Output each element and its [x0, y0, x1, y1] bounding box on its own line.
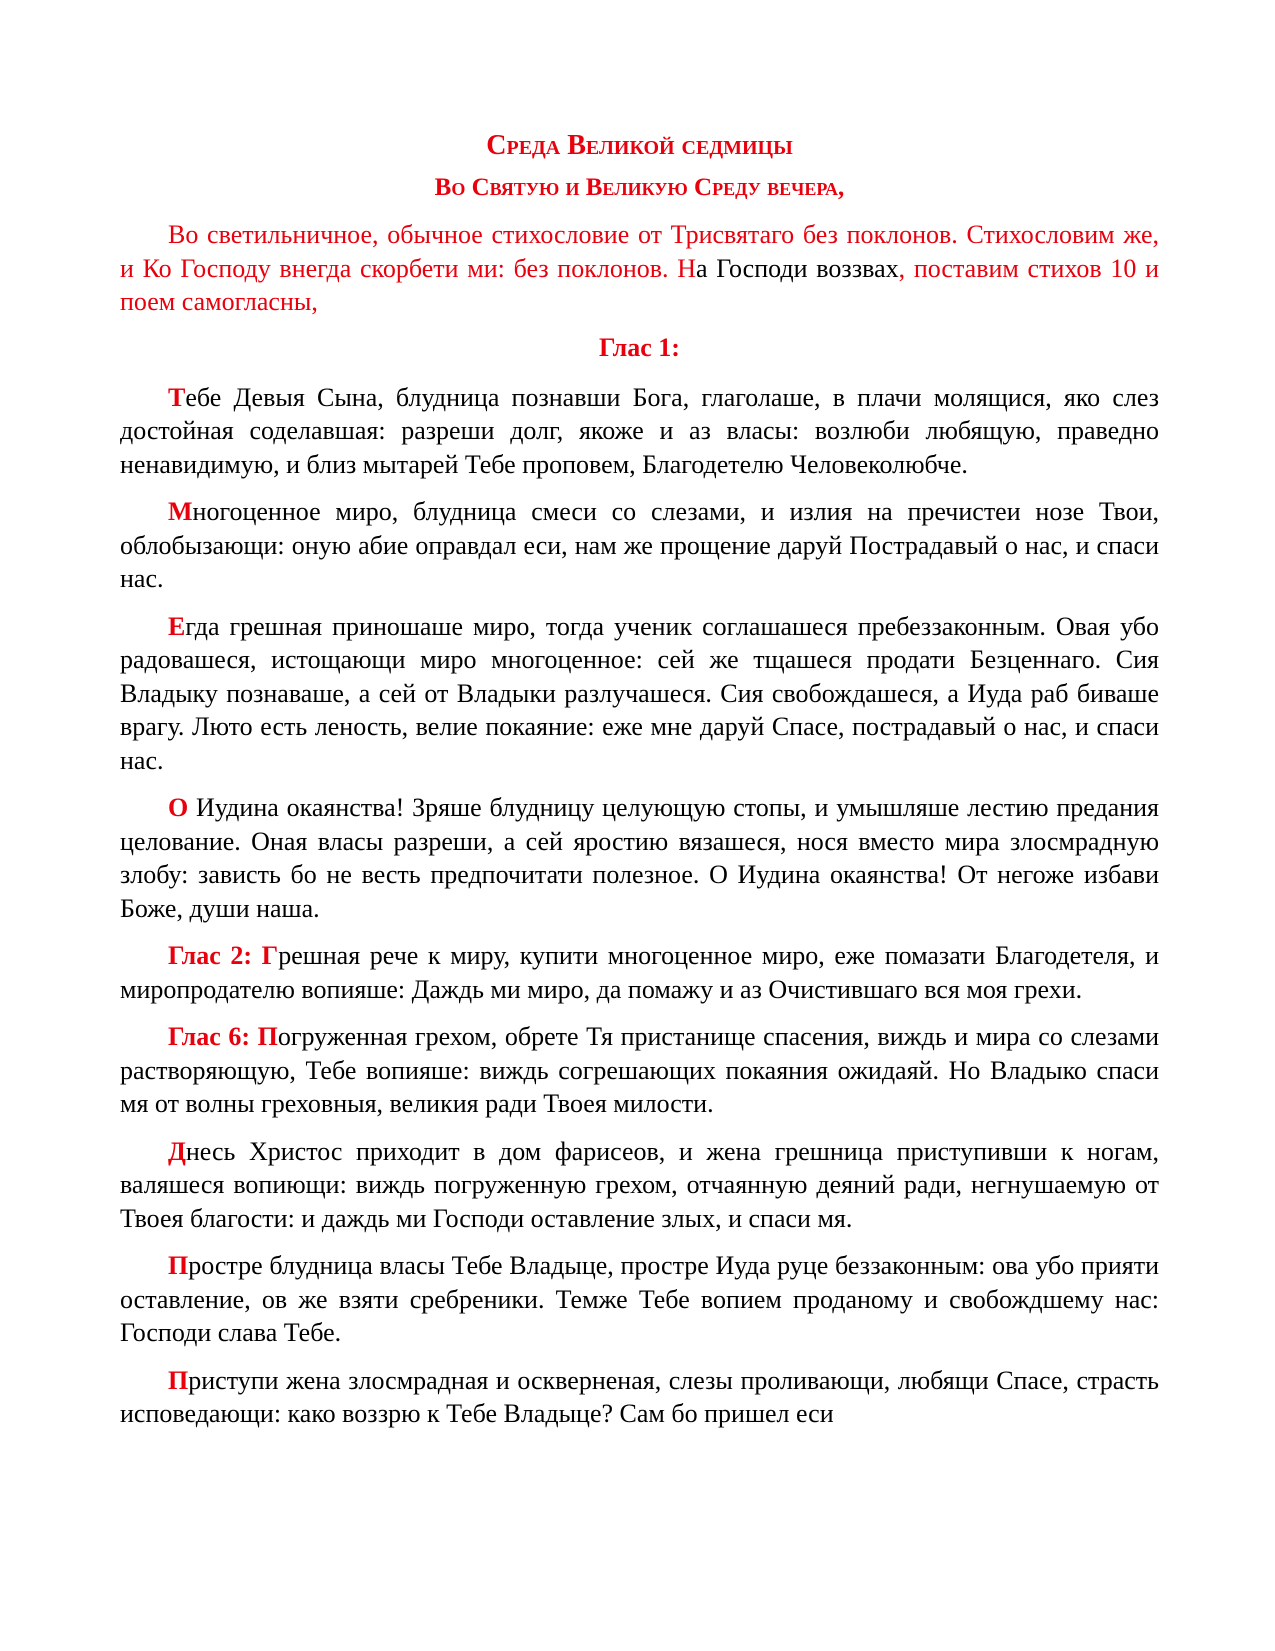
- hymn-text: огруженная грехом, обрете Тя пристанище спасения, виждь и мира со слезами растворяющую, Тебе вопияше: виждь согрешающих покаяния ожидаяй. Но Владыко спаси мя от волны греховныя, великия ради Твоея милости.: [120, 1022, 1159, 1118]
- drop-initial: Д: [168, 1136, 186, 1166]
- page-subtitle: Во Святую и Великую Среду вечера,: [434, 174, 845, 201]
- hymn-paragraph: [120, 495, 1159, 596]
- hymn-text: ногоценное миро, блудница смеси со слезами, и излия на пречистеи нозе Твои, облобызающи: оную абие оправдал еси, нам же прощение даруй Пострадавый о нас, и спаси нас.: [120, 497, 1159, 593]
- drop-initial: П: [168, 1251, 189, 1280]
- intro-red-end: , поставим стихов 10 и поем самогласны,: [120, 253, 1159, 316]
- hymn-paragraph: [120, 791, 1159, 925]
- hymn-paragraph: [120, 1135, 1159, 1236]
- drop-initial: Е: [168, 611, 186, 641]
- tone-label: Глас 2:: [168, 941, 262, 970]
- drop-initial: О: [168, 793, 189, 822]
- hymn-paragraph: [120, 1020, 1159, 1121]
- page-title: Среда Великой седмицы: [486, 130, 793, 161]
- hymn-text: ебе Девыя Сына, блудница познавши Бога, глаголаше, в плачи молящися, яко слез достойная соделавшая: разреши долг, якоже и аз власы: возлюби любящую, праведно ненавидимую, и близ мытарей Тебе проповем, Благодетелю Человеколюбче.: [120, 382, 1159, 479]
- hymn-text: ростре блудница власы Тебе Владыце, простре Иуда руце беззаконным: ова убо прияти оставление, ов же взяти сребреники. Темже Тебе вопием проданому и свобождшему нас: Господи слава Тебе.: [120, 1251, 1159, 1347]
- hymn-text: гда грешная приношаше миро, тогда ученик соглашашеся пребеззаконным. Овая убо радовашеся, истощающи миро многоценное: сей же тщашеся продати Безценнаго. Сия Владыку познаваше, а сей от Владыки разлучашеся. Сия свобождашеся, а Иуда раб биваше врагу. Люто есть леность, велие покаяние: еже мне даруй Спасе, пострадавый о нас, и спаси нас.: [120, 611, 1159, 775]
- hymn-paragraph: [120, 1249, 1159, 1350]
- document-body: [120, 128, 1159, 1431]
- drop-initial: П: [257, 1022, 278, 1051]
- intro-rubric: [120, 218, 1159, 319]
- hymn-text: риступи жена злосмрадная и оскверненая, слезы проливающи, любящи Спасе, страсть исповедающи: како воззрю к Тебе Владыце? Сам бо пришел еси: [120, 1365, 1159, 1428]
- hymn-text: Иудина окаянства! Зряше блудницу целующую стопы, и умышляше лестию предания целование. Оная власы разреши, а сей яростию вязашеся, нося вместо мира злосмрадную злобу: зависть бо не весть предпочитати полезное. О Иудина окаянства! От негоже избави Боже, души наша.: [120, 793, 1159, 923]
- hymn-paragraph: [120, 610, 1159, 778]
- drop-initial: Т: [168, 382, 186, 412]
- hymn-paragraph: [120, 381, 1159, 482]
- drop-initial: П: [168, 1365, 189, 1395]
- hymn-paragraph: [120, 939, 1159, 1006]
- hymn-text: решная рече к миру, купити многоценное миро, еже помазати Благодетеля, и миропродателю вопияше: Даждь ми миро, да помажу и аз Очистившаго вся моя грехи.: [120, 941, 1159, 1004]
- tone-label: Глас 6:: [168, 1022, 258, 1051]
- drop-initial: Г: [261, 941, 279, 970]
- hymn-text: несь Христос приходит в дом фарисеов, и жена грешница приступивши к ногам, валяшеся вопиющи: виждь погруженную грехом, отчаянную деяний ради, негнушаемую от Твоея благости: и даждь ми Господи оставление злых, и спаси мя.: [120, 1136, 1159, 1233]
- intro-red-text: Во светильничное, обычное стихословие от Трисвятаго без поклонов. Стихословим же, и Ко Господу внегда скорбети ми: без поклонов. Н: [120, 220, 1159, 283]
- drop-initial: М: [168, 497, 193, 526]
- tone-1-heading: Глас 1:: [599, 332, 680, 362]
- hymn-paragraph: [120, 1364, 1159, 1431]
- intro-black-text: а Господи воззвах: [696, 253, 899, 283]
